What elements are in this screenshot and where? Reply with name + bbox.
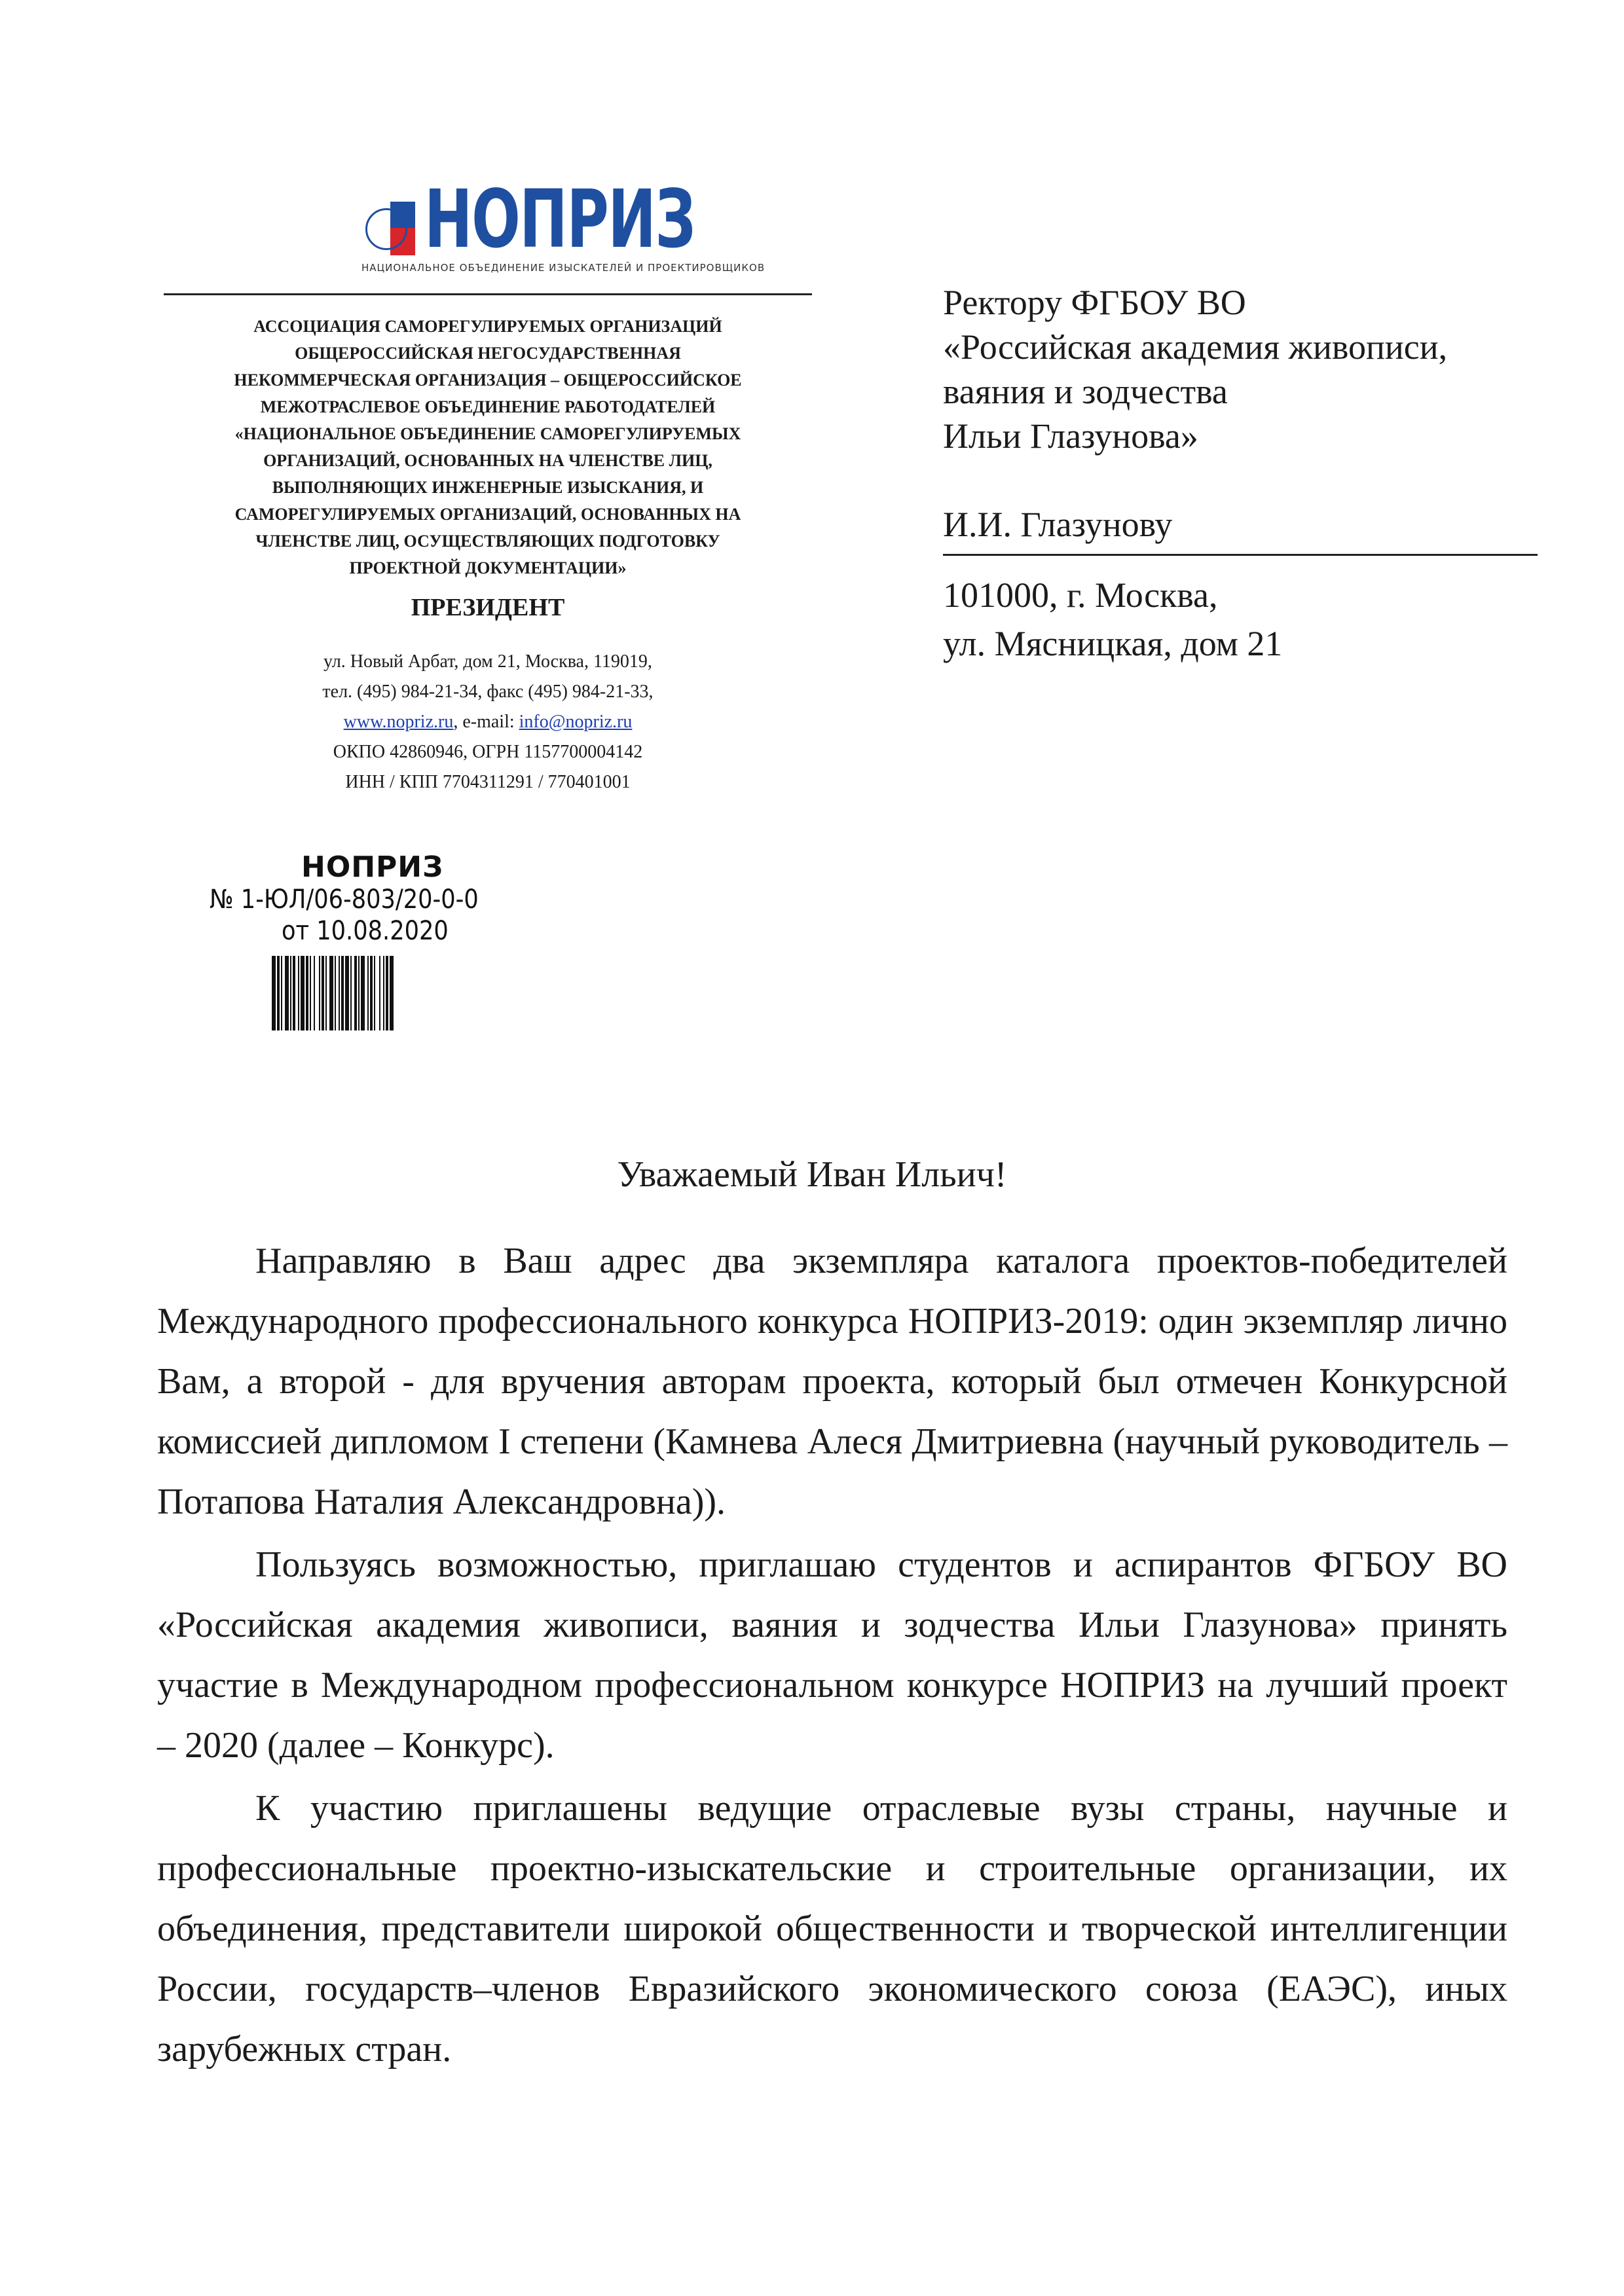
letter-paragraph: Пользуясь возможностью, приглашаю студентов и аспирантов ФГБОУ ВО «Российская академия живописи, ваяния и зодчества Ильи Глазунова» принять участие в Международном профессиональном конкурсе НОПРИЗ на лучший проект – 2020 (далее – Конкурс). bbox=[157, 1544, 1507, 1766]
stamp-title: НОПРИЗ bbox=[301, 850, 444, 884]
email-link[interactable]: info@nopriz.ru bbox=[519, 712, 633, 732]
addressee-line: Ильи Глазунова» bbox=[943, 416, 1198, 456]
logo-subtitle: НАЦИОНАЛЬНОЕ ОБЪЕДИНЕНИЕ ИЗЫСКАТЕЛЕЙ И ПРОЕКТИРОВЩИКОВ bbox=[361, 262, 766, 274]
letter-greeting: Уважаемый Иван Ильич! bbox=[617, 1154, 1007, 1195]
addressee-postal-line: 101000, г. Москва, bbox=[943, 575, 1218, 615]
org-line: АССОЦИАЦИЯ САМОРЕГУЛИРУЕМЫХ ОРГАНИЗАЦИЙ bbox=[253, 317, 722, 336]
org-line: ВЫПОЛНЯЮЩИХ ИНЖЕНЕРНЫЕ ИЗЫСКАНИЯ, И bbox=[272, 478, 704, 497]
sender-okpo-ogrn: ОКПО 42860946, ОГРН 1157700004142 bbox=[333, 742, 643, 762]
org-line: ПРОЕКТНОЙ ДОКУМЕНТАЦИИ» bbox=[349, 558, 627, 577]
email-prefix: , e-mail: bbox=[453, 712, 519, 732]
addressee-block bbox=[943, 280, 1545, 458]
addressee-line: «Российская академия живописи, bbox=[943, 327, 1448, 367]
addressee-line: ваяния и зодчества bbox=[943, 372, 1228, 411]
org-line: ОБЩЕРОССИЙСКАЯ НЕГОСУДАРСТВЕННАЯ bbox=[295, 344, 681, 363]
letterhead-divider bbox=[164, 293, 812, 295]
addressee-name: И.И. Глазунову bbox=[943, 505, 1173, 544]
addressee-divider bbox=[943, 554, 1538, 556]
org-line: «НАЦИОНАЛЬНОЕ ОБЪЕДИНЕНИЕ САМОРЕГУЛИРУЕМЫХ bbox=[234, 424, 741, 443]
letter-paragraph: К участию приглашены ведущие отраслевые вузы страны, научные и профессиональные проектно-изыскательские и строительные организации, их объединения, представители широкой общественности и творческой интеллигенции России, государств–членов Евразийского экономического союза (ЕАЭС), иных зарубежных стран. bbox=[157, 1788, 1507, 2069]
sender-position: ПРЕЗИДЕНТ bbox=[411, 594, 565, 621]
org-line: НЕКОММЕРЧЕСКАЯ ОРГАНИЗАЦИЯ – ОБЩЕРОССИЙСКОЕ bbox=[234, 371, 742, 390]
letter-body bbox=[157, 1231, 1507, 2082]
org-line: МЕЖОТРАСЛЕВОЕ ОБЪЕДИНЕНИЕ РАБОТОДАТЕЛЕЙ bbox=[260, 397, 716, 416]
sender-organization bbox=[164, 313, 812, 581]
letter-paragraph: Направляю в Ваш адрес два экземпляра каталога проектов-победителей Международного профессионального конкурса НОПРИЗ-2019: один экземпляр лично Вам, а второй - для вручения авторам проекта, который был отмечен Конкурсной комиссией дипломом I степени (Камнева Алеся Дмитриевна (научный руководитель – Потапова Наталия Александровна)). bbox=[157, 1241, 1507, 1522]
website-link[interactable]: www.nopriz.ru bbox=[343, 712, 454, 732]
addressee-line: Ректору ФГБОУ ВО bbox=[943, 283, 1246, 322]
barcode-icon bbox=[272, 956, 494, 1030]
sender-phones: тел. (495) 984-21-34, факс (495) 984-21-33, bbox=[322, 682, 654, 702]
org-line: ЧЛЕНСТВЕ ЛИЦ, ОСУЩЕСТВЛЯЮЩИХ ПОДГОТОВКУ bbox=[255, 532, 720, 551]
barcode-bar bbox=[394, 956, 395, 1030]
nopriz-logo bbox=[361, 169, 766, 280]
org-line: САМОРЕГУЛИРУЕМЫХ ОРГАНИЗАЦИЙ, ОСНОВАННЫХ НА bbox=[234, 505, 741, 524]
registration-stamp bbox=[210, 851, 576, 947]
logo-wordmark: НОПРИЗ bbox=[424, 173, 695, 266]
sender-address: ул. Новый Арбат, дом 21, Москва, 119019, bbox=[323, 651, 652, 672]
flag-emblem-icon bbox=[361, 202, 415, 255]
sender-inn-kpp: ИНН / КПП 7704311291 / 770401001 bbox=[345, 772, 631, 792]
addressee-postal-line: ул. Мясницкая, дом 21 bbox=[943, 624, 1283, 663]
sender-contacts bbox=[164, 647, 812, 797]
sender-web-email bbox=[164, 707, 812, 737]
org-line: ОРГАНИЗАЦИЙ, ОСНОВАННЫХ НА ЧЛЕНСТВЕ ЛИЦ, bbox=[263, 451, 712, 470]
addressee-postal bbox=[943, 571, 1282, 668]
stamp-number: № 1-ЮЛ/06-803/20-0-0 bbox=[210, 884, 479, 915]
stamp-date: от 10.08.2020 bbox=[282, 916, 449, 946]
